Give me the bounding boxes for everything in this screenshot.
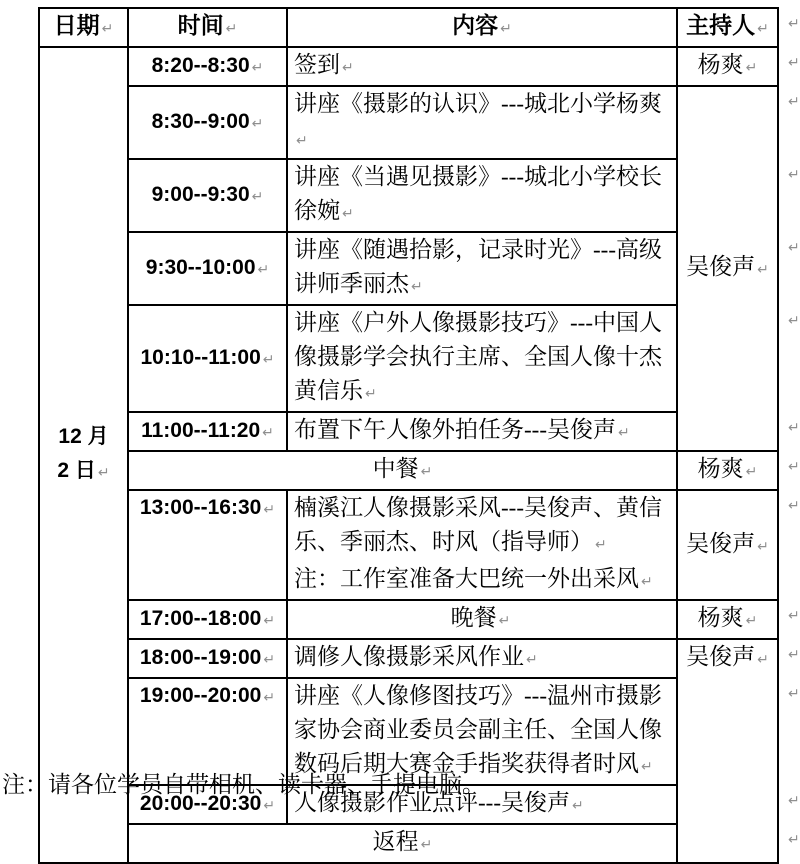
paragraph-mark-icon: ↵: [526, 652, 538, 668]
end-of-row-mark-icon: ↵: [788, 647, 800, 663]
end-of-row-mark-icon: ↵: [788, 420, 800, 436]
paragraph: 20:00--20:30 ↵: [139, 791, 276, 815]
paragraph-mark-icon: ↵: [262, 424, 274, 441]
end-of-row-mark-icon: ↵: [788, 686, 800, 702]
content-cell: [287, 412, 677, 451]
host-cell: [677, 451, 778, 490]
time-cell: [128, 159, 287, 232]
paragraph-mark-icon: ↵: [411, 279, 423, 295]
paragraph-mark-icon: ↵: [757, 21, 769, 37]
content-cell: [287, 86, 677, 159]
paragraph: 18:00--19:00 ↵: [139, 645, 276, 669]
paragraph-mark-icon: ↵: [745, 613, 758, 629]
end-of-row-mark-icon: ↵: [788, 55, 800, 71]
host-cell: [677, 639, 778, 863]
time-cell: [128, 639, 287, 678]
paragraph: 8:20--8:30 ↵: [151, 53, 264, 77]
paragraph-mark-icon: ↵: [262, 351, 275, 368]
content-cell: [287, 490, 677, 600]
schedule-table: [38, 7, 779, 864]
paragraph: 注：工作室准备大巴统一外出采风 ↵: [294, 566, 653, 591]
paragraph: 人像摄影作业点评---吴俊声 ↵: [294, 790, 584, 815]
footnote: [2, 771, 487, 802]
paragraph-mark-icon: ↵: [251, 115, 264, 132]
paragraph: 10:10--11:00 ↵: [140, 345, 275, 369]
paragraph: 13:00--16:30 ↵: [139, 496, 276, 519]
paragraph-mark-icon: ↵: [500, 21, 512, 37]
paragraph-mark-icon: ↵: [757, 538, 769, 555]
host-cell: [677, 86, 778, 451]
table-row: [39, 305, 778, 412]
paragraph-mark-icon: ↵: [101, 21, 114, 37]
paragraph-mark-icon: ↵: [745, 464, 758, 480]
paragraph: 8:30--9:00 ↵: [151, 109, 264, 133]
host-cell: [677, 490, 778, 600]
paragraph-mark-icon: ↵: [251, 188, 264, 205]
table-row: [39, 159, 778, 232]
time-cell: [128, 47, 287, 86]
paragraph: 调修人像摄影采风作业 ↵: [294, 644, 538, 669]
paragraph-mark-icon: ↵: [617, 425, 630, 441]
paragraph: 杨爽 ↵: [697, 456, 758, 481]
footnote-text: 注：请各位学员自带相机、读卡器、手提电脑。: [2, 772, 485, 797]
paragraph-mark-icon: ↵: [225, 21, 238, 37]
paragraph-mark-icon: ↵: [641, 759, 653, 775]
paragraph: 返程 ↵: [372, 829, 433, 854]
paragraph: 讲座《随遇拾影，记录时光》---高级 讲师季丽杰 ↵: [294, 237, 662, 296]
table-row: [39, 824, 778, 863]
paragraph-mark-icon: ↵: [757, 652, 769, 668]
time-cell: [128, 490, 287, 600]
table-row: [39, 678, 778, 785]
paragraph: 布置下午人像外拍任务---吴俊声 ↵: [294, 417, 630, 442]
end-of-row-mark-icon: ↵: [788, 498, 800, 514]
paragraph: 12 月 2 日 ↵: [57, 425, 110, 482]
paragraph-mark-icon: ↵: [498, 613, 511, 629]
end-of-row-mark-icon: ↵: [788, 793, 800, 809]
paragraph-mark-icon: ↵: [745, 60, 758, 76]
paragraph: 日期 ↵: [53, 13, 114, 38]
paragraph: 讲座《当遇见摄影》---城北小学校长 徐婉 ↵: [294, 164, 662, 223]
paragraph: 签到 ↵: [294, 52, 354, 77]
header-date: [39, 8, 128, 47]
paragraph-mark-icon: ↵: [257, 261, 270, 278]
table-row: [39, 639, 778, 678]
end-of-row-mark-icon: ↵: [788, 240, 800, 256]
paragraph: 9:00--9:30 ↵: [151, 182, 264, 206]
paragraph-mark-icon: ↵: [342, 206, 354, 222]
paragraph: 19:00--20:00 ↵: [139, 684, 276, 707]
time-cell: [128, 232, 287, 305]
paragraph: 杨爽 ↵: [697, 52, 758, 77]
end-of-row-mark-icon: ↵: [788, 608, 800, 624]
paragraph-mark-icon: ↵: [263, 502, 276, 518]
paragraph: 吴俊声 ↵: [686, 254, 769, 279]
end-of-row-mark-icon: ↵: [788, 832, 800, 848]
paragraph: 杨爽 ↵: [697, 605, 758, 630]
paragraph: 讲座《人像修图技巧》---温州市摄影 家协会商业委员会副主任、全国人像 数码后期大赛金手指奖获得者时风 ↵: [294, 683, 662, 776]
host-cell: [677, 600, 778, 639]
paragraph-mark-icon: ↵: [263, 651, 276, 668]
paragraph: 内容 ↵: [452, 13, 512, 38]
paragraph-mark-icon: ↵: [263, 612, 276, 629]
paragraph-mark-icon: ↵: [420, 837, 433, 853]
paragraph: 时间 ↵: [177, 13, 238, 38]
paragraph: 讲座《户外人像摄影技巧》---中国人 像摄影学会执行主席、全国人像十杰 黄信乐 ↵: [294, 310, 662, 403]
time-cell: [128, 678, 287, 785]
table-row: [39, 86, 778, 159]
paragraph: 9:30--10:00 ↵: [145, 255, 270, 279]
paragraph: 吴俊声 ↵: [686, 644, 769, 669]
time-cell: [128, 600, 287, 639]
paragraph: 晚餐 ↵: [450, 605, 511, 630]
time-cell: [128, 412, 287, 451]
paragraph-mark-icon: ↵: [251, 59, 264, 76]
end-of-row-mark-icon: ↵: [788, 313, 800, 329]
header-content: [287, 8, 677, 47]
header-time: [128, 8, 287, 47]
content-cell: [287, 639, 677, 678]
content-cell: [287, 47, 677, 86]
paragraph: 主持人 ↵: [686, 13, 769, 38]
header-host: [677, 8, 778, 47]
paragraph-mark-icon: ↵: [263, 690, 276, 706]
paragraph-mark-icon: ↵: [342, 60, 354, 76]
paragraph-mark-icon: ↵: [595, 537, 607, 553]
time-cell: [128, 305, 287, 412]
end-of-row-mark-icon: ↵: [788, 167, 800, 183]
paragraph-mark-icon: ↵: [296, 133, 308, 149]
table-row: [39, 412, 778, 451]
paragraph-mark-icon: ↵: [97, 465, 110, 481]
paragraph-mark-icon: ↵: [365, 386, 377, 402]
merged-cell: [128, 824, 677, 863]
end-of-row-mark-icon: ↵: [788, 459, 800, 475]
table-row: [39, 232, 778, 305]
table-row: [39, 600, 778, 639]
table-row: [39, 451, 778, 490]
content-cell: [287, 232, 677, 305]
paragraph: 11:00--11:20 ↵: [141, 418, 274, 442]
time-cell: [128, 86, 287, 159]
paragraph-mark-icon: ↵: [757, 262, 769, 278]
paragraph-mark-icon: ↵: [263, 797, 276, 814]
paragraph: 中餐 ↵: [372, 456, 433, 481]
end-of-row-mark-icon: ↵: [788, 94, 800, 110]
content-cell: [287, 600, 677, 639]
table-row: [39, 490, 778, 600]
table-row: [39, 47, 778, 86]
end-of-row-mark-icon: ↵: [788, 16, 800, 32]
paragraph: 吴俊声 ↵: [686, 530, 769, 556]
paragraph-mark-icon: ↵: [571, 798, 584, 814]
paragraph: 讲座《摄影的认识》---城北小学杨爽↵: [294, 91, 662, 149]
paragraph: 17:00--18:00 ↵: [139, 606, 276, 630]
content-cell: [287, 159, 677, 232]
header-row: [39, 8, 778, 47]
merged-cell: [128, 451, 677, 490]
paragraph-mark-icon: ↵: [420, 464, 433, 480]
date-cell: [39, 47, 128, 863]
content-cell: [287, 305, 677, 412]
paragraph: 楠溪江人像摄影采风---吴俊声、黄信 乐、季丽杰、时风（指导师） ↵: [294, 495, 662, 554]
host-cell: [677, 47, 778, 86]
content-cell: [287, 678, 677, 785]
paragraph-mark-icon: ↵: [641, 574, 653, 590]
